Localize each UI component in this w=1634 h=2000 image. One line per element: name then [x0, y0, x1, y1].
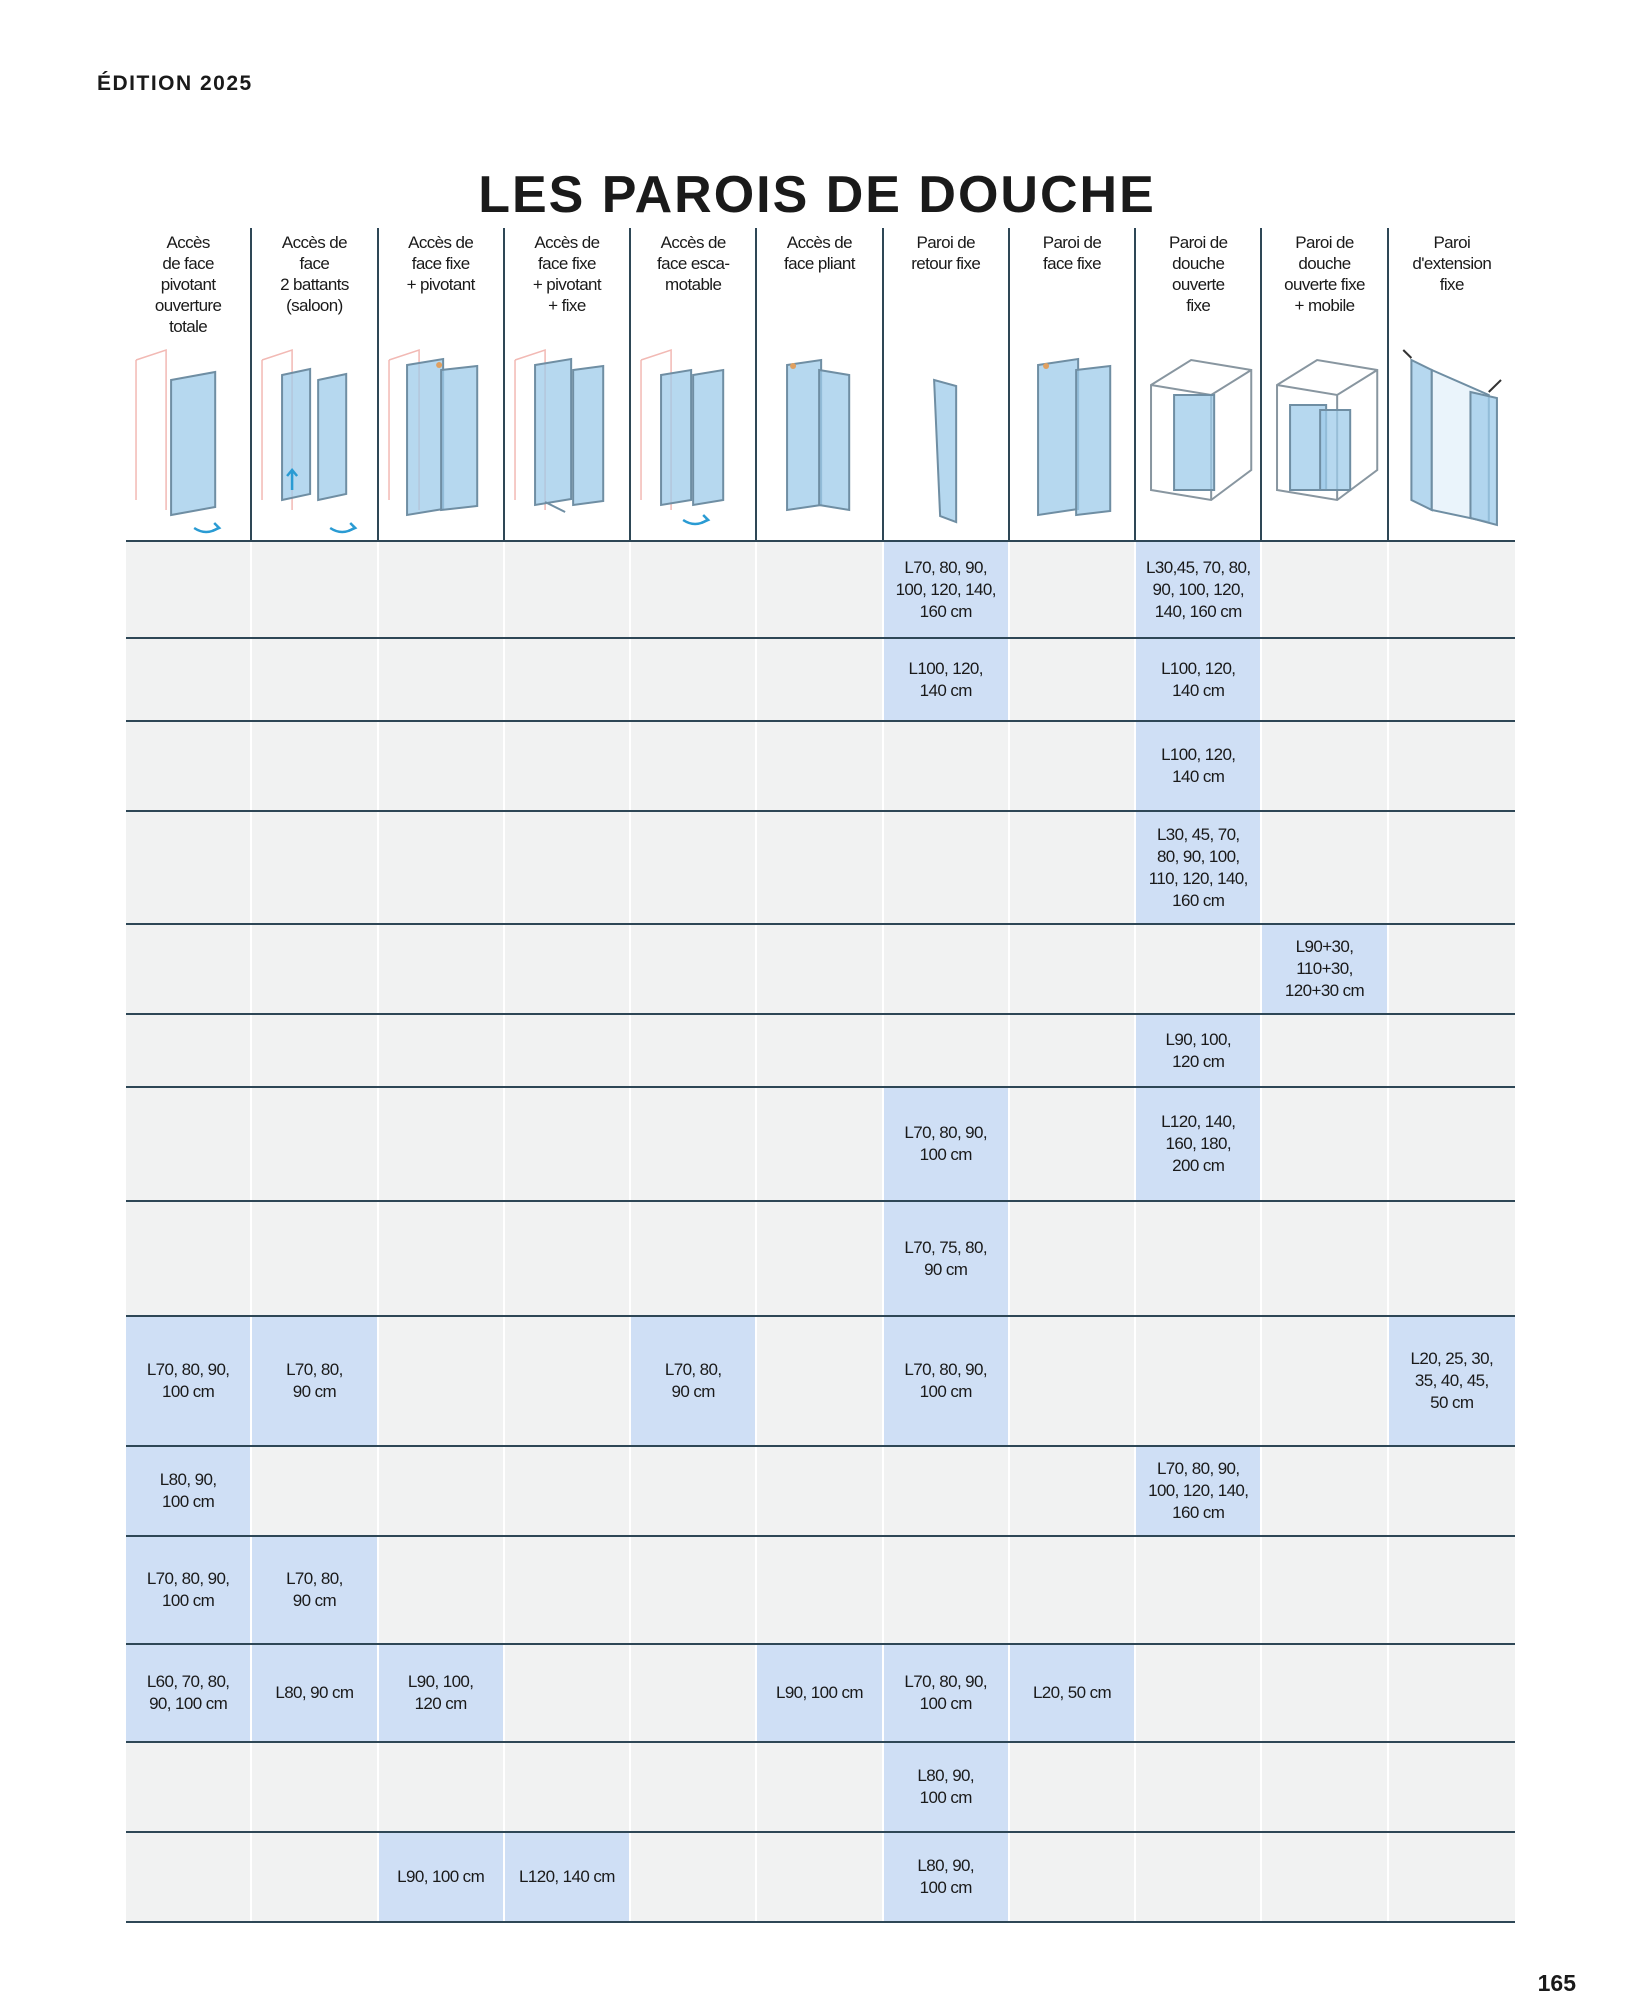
- table-cell: [1389, 1202, 1515, 1315]
- table-cell: [884, 812, 1010, 923]
- table-cell: [884, 1015, 1010, 1086]
- table-cell: [1262, 1537, 1388, 1643]
- table-cell: [631, 1447, 757, 1535]
- table-cell: [1010, 1088, 1136, 1200]
- table-cell: [126, 1833, 252, 1921]
- table-cell: [126, 1015, 252, 1086]
- table-cell: [631, 1088, 757, 1200]
- column-header: [1010, 228, 1136, 540]
- table-cell: [1389, 1833, 1515, 1921]
- table-cell: [757, 722, 883, 810]
- table-body: [126, 540, 1515, 1923]
- table-cell: [1136, 1202, 1262, 1315]
- table-cell: L20, 50 cm: [1010, 1645, 1136, 1741]
- table-cell: [1262, 1645, 1388, 1741]
- saloon-doors-icon: [252, 340, 376, 540]
- table-cell: [505, 542, 631, 637]
- table-cell: [757, 1743, 883, 1831]
- retractable-door-icon: [631, 340, 755, 540]
- table-cell: [126, 925, 252, 1013]
- table-cell: L70, 75, 80, 90 cm: [884, 1202, 1010, 1315]
- table-cell: [757, 1088, 883, 1200]
- column-label: Accès de face fixe + pivotant + fixe: [532, 233, 602, 315]
- table-cell: [1389, 1645, 1515, 1741]
- table-cell: [252, 925, 378, 1013]
- table-cell: [1136, 1645, 1262, 1741]
- table-row: [126, 1743, 1515, 1833]
- table-cell: [757, 812, 883, 923]
- table-cell: [379, 1088, 505, 1200]
- table-cell: [1389, 542, 1515, 637]
- table-cell: [505, 1202, 631, 1315]
- table-cell: [1010, 1447, 1136, 1535]
- table-cell: L90, 100 cm: [379, 1833, 505, 1921]
- folding-door-icon: [757, 340, 881, 540]
- table-cell: [379, 722, 505, 810]
- table-cell: L30, 45, 70, 80, 90, 100, 110, 120, 140, 160 cm: [1136, 812, 1262, 923]
- open-fixed-shower-icon: [1136, 340, 1260, 540]
- table-cell: L100, 120, 140 cm: [1136, 722, 1262, 810]
- column-header: [505, 228, 631, 540]
- table-cell: [505, 1317, 631, 1445]
- table-cell: [252, 1743, 378, 1831]
- table-cell: [379, 1447, 505, 1535]
- column-label: Accès de face fixe + pivotant: [406, 233, 475, 294]
- table-cell: L70, 80, 90, 100 cm: [884, 1317, 1010, 1445]
- table-cell: [1136, 1537, 1262, 1643]
- table-cell: [126, 1088, 252, 1200]
- table-cell: [631, 1833, 757, 1921]
- column-header: [757, 228, 883, 540]
- column-label: Paroi de douche ouverte fixe: [1168, 233, 1228, 315]
- table-cell: [1136, 1833, 1262, 1921]
- table-cell: [379, 1537, 505, 1643]
- table-cell: [1010, 812, 1136, 923]
- table-row: [126, 1202, 1515, 1317]
- column-header: [126, 228, 252, 540]
- table-cell: [252, 1447, 378, 1535]
- table-cell: [884, 925, 1010, 1013]
- column-header: [1389, 228, 1515, 540]
- table-cell: [757, 1317, 883, 1445]
- table-cell: [379, 1015, 505, 1086]
- table-cell: L120, 140, 160, 180, 200 cm: [1136, 1088, 1262, 1200]
- table-cell: L80, 90, 100 cm: [126, 1447, 252, 1535]
- table-cell: L120, 140 cm: [505, 1833, 631, 1921]
- table-cell: [631, 812, 757, 923]
- table-cell: [379, 812, 505, 923]
- column-label: Paroi de face fixe: [1042, 233, 1102, 273]
- table-cell: [252, 1015, 378, 1086]
- table-cell: [1262, 639, 1388, 720]
- table-cell: [1262, 1833, 1388, 1921]
- return-panel-icon: [884, 340, 1008, 540]
- table-cell: [252, 812, 378, 923]
- table-cell: [631, 1743, 757, 1831]
- table-cell: [631, 722, 757, 810]
- column-header: [631, 228, 757, 540]
- column-label: Paroi d'extension fixe: [1412, 233, 1492, 294]
- table-row: [126, 1015, 1515, 1088]
- table-cell: [252, 722, 378, 810]
- table-cell: [126, 639, 252, 720]
- table-cell: [379, 542, 505, 637]
- table-cell: [505, 639, 631, 720]
- table-cell: [1136, 925, 1262, 1013]
- table-cell: [757, 1447, 883, 1535]
- table-cell: [1010, 1317, 1136, 1445]
- table-cell: [1262, 1015, 1388, 1086]
- table-cell: L70, 80, 90, 100, 120, 140, 160 cm: [884, 542, 1010, 637]
- table-cell: L80, 90, 100 cm: [884, 1743, 1010, 1831]
- table-cell: [252, 1833, 378, 1921]
- table-cell: [1010, 542, 1136, 637]
- page-title: LES PAROIS DE DOUCHE: [478, 166, 1156, 224]
- fixed-pivot-icon: [379, 340, 503, 540]
- column-label: Accès de face 2 battants (saloon): [280, 233, 349, 315]
- table-cell: [505, 1743, 631, 1831]
- table-cell: [1389, 812, 1515, 923]
- table-cell: L80, 90, 100 cm: [884, 1833, 1010, 1921]
- shower-panel-table: [126, 228, 1515, 1923]
- table-cell: [1389, 925, 1515, 1013]
- table-row: [126, 1088, 1515, 1202]
- table-cell: [126, 1202, 252, 1315]
- table-cell: [505, 1537, 631, 1643]
- column-header: [252, 228, 378, 540]
- table-header: [126, 228, 1515, 540]
- table-cell: L80, 90 cm: [252, 1645, 378, 1741]
- table-cell: [631, 1645, 757, 1741]
- table-cell: L70, 80, 90 cm: [252, 1317, 378, 1445]
- table-cell: [1262, 812, 1388, 923]
- table-cell: [757, 542, 883, 637]
- table-cell: L60, 70, 80, 90, 100 cm: [126, 1645, 252, 1741]
- table-row: [126, 1645, 1515, 1743]
- table-cell: [505, 812, 631, 923]
- table-cell: L90, 100 cm: [757, 1645, 883, 1741]
- table-cell: L100, 120, 140 cm: [1136, 639, 1262, 720]
- table-cell: [379, 925, 505, 1013]
- table-cell: [252, 1088, 378, 1200]
- table-cell: [1136, 1743, 1262, 1831]
- pivot-door-icon: [126, 340, 250, 540]
- table-cell: [126, 1743, 252, 1831]
- table-cell: [505, 1645, 631, 1741]
- column-header: [379, 228, 505, 540]
- fixed-pivot-fixed-icon: [505, 340, 629, 540]
- table-cell: [631, 542, 757, 637]
- table-cell: [1389, 1015, 1515, 1086]
- table-cell: [1389, 1447, 1515, 1535]
- table-cell: [1389, 639, 1515, 720]
- table-cell: [379, 1317, 505, 1445]
- table-cell: L70, 80, 90, 100 cm: [884, 1645, 1010, 1741]
- table-cell: [1010, 1537, 1136, 1643]
- table-cell: L70, 80, 90, 100 cm: [884, 1088, 1010, 1200]
- table-cell: [1010, 1202, 1136, 1315]
- table-cell: [1010, 1743, 1136, 1831]
- table-cell: [631, 1202, 757, 1315]
- table-cell: [126, 542, 252, 637]
- column-label: Paroi de retour fixe: [911, 233, 981, 273]
- table-cell: [757, 639, 883, 720]
- table-cell: L70, 80, 90 cm: [631, 1317, 757, 1445]
- table-cell: [757, 1015, 883, 1086]
- column-label: Accès de face pivotant ouverture totale: [154, 233, 222, 336]
- table-cell: [1389, 722, 1515, 810]
- table-cell: L70, 80, 90, 100, 120, 140, 160 cm: [1136, 1447, 1262, 1535]
- table-cell: L70, 80, 90 cm: [252, 1537, 378, 1643]
- table-cell: [1262, 1447, 1388, 1535]
- column-header: [1136, 228, 1262, 540]
- table-cell: [1389, 1088, 1515, 1200]
- table-cell: [884, 722, 1010, 810]
- column-label: Accès de face pliant: [784, 233, 855, 273]
- table-cell: [757, 1537, 883, 1643]
- table-cell: [505, 1015, 631, 1086]
- table-cell: [505, 1088, 631, 1200]
- column-header: [1262, 228, 1388, 540]
- table-cell: L30,45, 70, 80, 90, 100, 120, 140, 160 cm: [1136, 542, 1262, 637]
- table-cell: [1262, 1088, 1388, 1200]
- table-cell: [379, 1202, 505, 1315]
- table-cell: [505, 1447, 631, 1535]
- table-row: [126, 1317, 1515, 1447]
- open-fixed-mobile-icon: [1262, 340, 1386, 540]
- table-cell: [252, 542, 378, 637]
- table-cell: L90, 100, 120 cm: [379, 1645, 505, 1741]
- table-cell: [1262, 1317, 1388, 1445]
- table-cell: [505, 925, 631, 1013]
- table-cell: [505, 722, 631, 810]
- table-cell: [1010, 1015, 1136, 1086]
- table-row: [126, 1537, 1515, 1645]
- table-cell: [1389, 1743, 1515, 1831]
- front-fixed-panel-icon: [1010, 340, 1134, 540]
- table-cell: L90+30, 110+30, 120+30 cm: [1262, 925, 1388, 1013]
- table-cell: [252, 1202, 378, 1315]
- table-cell: [631, 639, 757, 720]
- table-row: [126, 722, 1515, 812]
- table-cell: [631, 1537, 757, 1643]
- table-cell: L20, 25, 30, 35, 40, 45, 50 cm: [1389, 1317, 1515, 1445]
- table-cell: [1010, 925, 1136, 1013]
- table-cell: [884, 1447, 1010, 1535]
- table-cell: [757, 1202, 883, 1315]
- table-row: [126, 639, 1515, 722]
- table-cell: L70, 80, 90, 100 cm: [126, 1317, 252, 1445]
- table-cell: [1136, 1317, 1262, 1445]
- page-number: 165: [1537, 1970, 1576, 1996]
- table-cell: [379, 639, 505, 720]
- table-cell: [631, 1015, 757, 1086]
- table-cell: L70, 80, 90, 100 cm: [126, 1537, 252, 1643]
- table-cell: [1010, 1833, 1136, 1921]
- table-cell: [757, 925, 883, 1013]
- table-cell: [631, 925, 757, 1013]
- column-label: Accès de face esca- motable: [656, 233, 730, 294]
- table-cell: [1262, 1743, 1388, 1831]
- table-cell: L90, 100, 120 cm: [1136, 1015, 1262, 1086]
- table-cell: [1262, 542, 1388, 637]
- table-row: [126, 1833, 1515, 1923]
- table-cell: [1010, 722, 1136, 810]
- column-label: Paroi de douche ouverte fixe + mobile: [1284, 233, 1365, 315]
- table-cell: [1010, 639, 1136, 720]
- table-row: [126, 542, 1515, 639]
- table-row: [126, 1447, 1515, 1537]
- table-cell: L100, 120, 140 cm: [884, 639, 1010, 720]
- extension-panel-icon: [1389, 340, 1515, 540]
- table-cell: [1389, 1537, 1515, 1643]
- table-row: [126, 812, 1515, 925]
- table-cell: [126, 812, 252, 923]
- table-cell: [757, 1833, 883, 1921]
- table-cell: [252, 639, 378, 720]
- table-cell: [126, 722, 252, 810]
- table-row: [126, 925, 1515, 1015]
- column-header: [884, 228, 1010, 540]
- table-cell: [1262, 1202, 1388, 1315]
- table-cell: [1262, 722, 1388, 810]
- edition-label: ÉDITION 2025: [97, 72, 253, 95]
- table-cell: [884, 1537, 1010, 1643]
- table-cell: [379, 1743, 505, 1831]
